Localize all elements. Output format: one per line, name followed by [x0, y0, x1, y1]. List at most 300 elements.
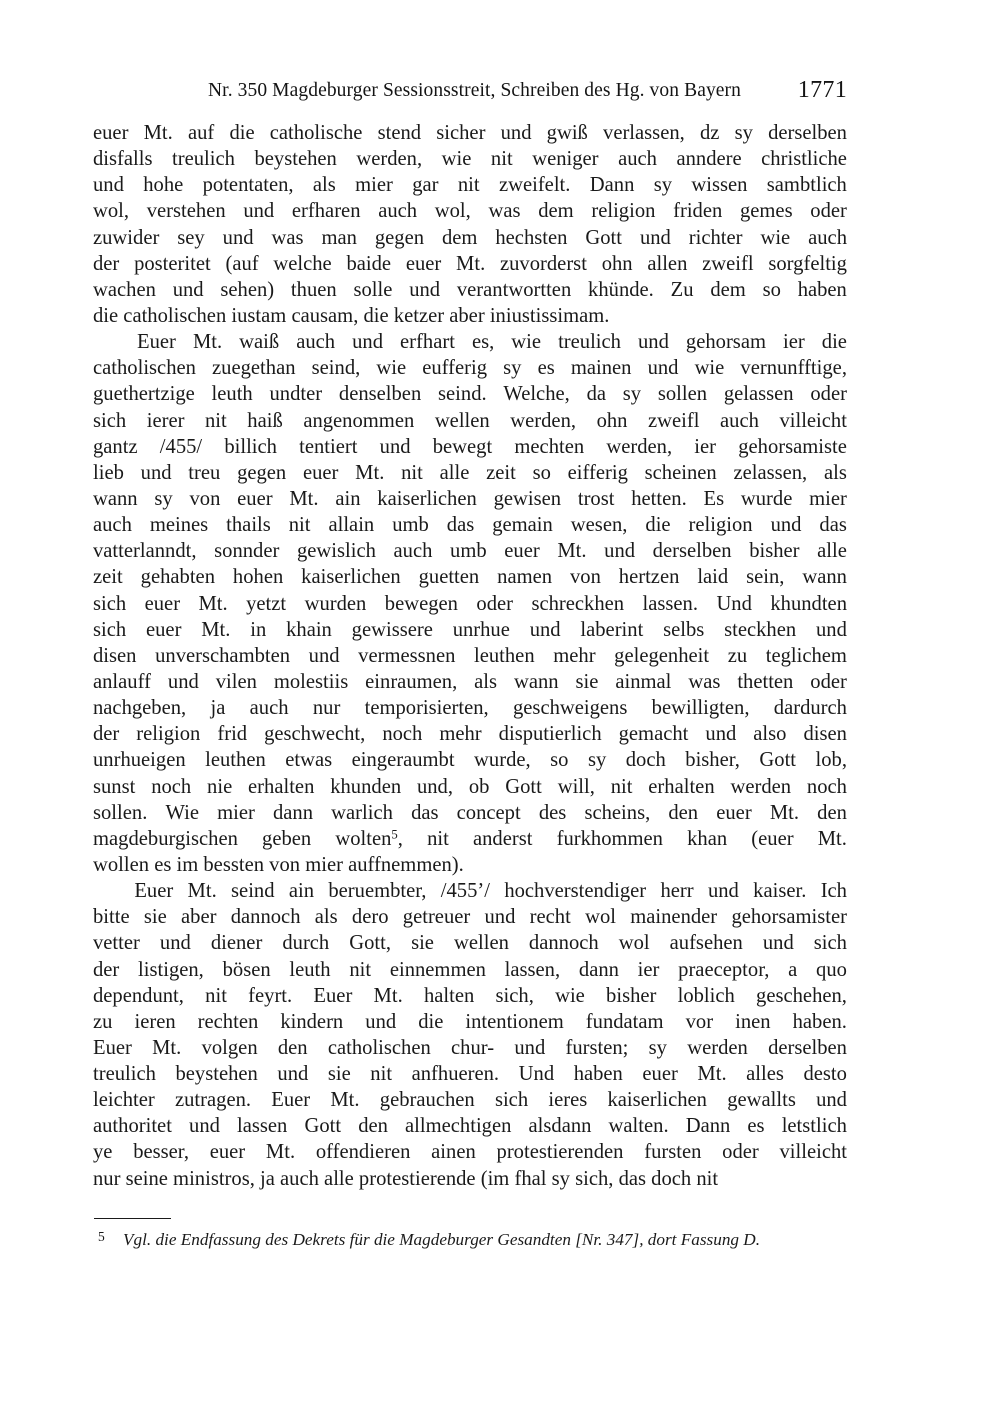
text-word: laid [697, 566, 729, 589]
text-word: intentionem [465, 1010, 564, 1033]
text-word: (auf [225, 252, 259, 275]
text-line [93, 277, 847, 303]
text-word: was [688, 670, 721, 693]
text-line [93, 669, 847, 695]
text-word: Welche, [503, 383, 570, 406]
text-word: lassen, [504, 958, 561, 981]
text-word: Mt. [289, 487, 319, 510]
text-word: namen [497, 566, 553, 589]
text-word: listigen, [138, 958, 204, 981]
text-word: durch [282, 932, 330, 955]
text-word: alles [746, 1063, 784, 1086]
text-line [93, 1009, 847, 1035]
text-word: euer [642, 1063, 678, 1086]
text-word: Euer [271, 1089, 311, 1112]
text-word: gewallts [727, 1089, 796, 1112]
text-word: Gott, [349, 932, 392, 955]
text-word: Mt. [152, 1036, 182, 1059]
text-line [93, 774, 847, 800]
text-word: vetter [93, 932, 140, 955]
text-word: dann [273, 801, 314, 824]
text-word: alle [439, 461, 470, 484]
text-word: Mt. [198, 592, 228, 615]
text-word: der [93, 252, 120, 275]
text-word: baide [346, 252, 392, 275]
text-word: vernunfftige, [740, 357, 847, 380]
text-word: die [418, 1010, 444, 1033]
text-word: werden [730, 775, 792, 798]
text-word: posteritet [134, 252, 211, 275]
text-word: sie [327, 1063, 351, 1086]
text-word: gantz [93, 435, 138, 458]
text-word: anlauff [93, 670, 151, 693]
text-line [93, 225, 847, 251]
text-word: dz [699, 122, 720, 144]
text-word: wurde, [474, 749, 531, 772]
text-word: Euer [93, 1036, 132, 1059]
text-word: Und [518, 1063, 555, 1086]
text-word: den [277, 1036, 308, 1059]
text-word: halten [423, 984, 475, 1007]
text-word: feyrt. [248, 984, 293, 1007]
text-word: sambtlich [766, 174, 847, 197]
text-word: gebrauchen [379, 1089, 475, 1112]
text-line [93, 747, 847, 773]
text-word: catholischen [93, 357, 196, 380]
text-word: dannoch [230, 906, 301, 929]
text-word: derselben [652, 540, 732, 563]
text-word: loblich [677, 984, 735, 1007]
text-word: lassen [237, 1115, 288, 1138]
text-word: wann [513, 670, 559, 693]
text-word: vatterlanndt, [93, 540, 197, 563]
text-word: gewisen [493, 487, 562, 510]
footnote-reference[interactable]: 5 [391, 827, 398, 842]
text-word: hohen [232, 566, 284, 589]
text-line [93, 1113, 847, 1139]
text-word: mainender [630, 906, 718, 929]
text-word: sein, [746, 566, 785, 589]
text-word: und [514, 1036, 546, 1059]
text-word: khan [687, 827, 728, 850]
text-word: guethertzige [93, 383, 195, 406]
text-word: lassen. [642, 592, 698, 615]
text-line: die catholischen iustam causam, die ketzer aber iniustissimam. [93, 304, 610, 327]
text-word: euer [504, 540, 540, 563]
text-word: als [823, 461, 847, 484]
text-line [93, 172, 847, 198]
text-word: nit [610, 775, 633, 798]
text-word: nur [312, 697, 341, 720]
text-word: wie [376, 357, 407, 380]
text-word: schreckhen [531, 592, 625, 615]
text-word: sey [177, 226, 205, 249]
text-word: quo [816, 958, 847, 981]
text-word: geben [262, 827, 312, 850]
text-word: weniger [532, 148, 599, 171]
text-word: fursten [644, 1141, 702, 1164]
text-word: und [277, 1063, 309, 1086]
text-word: nit [457, 174, 480, 197]
text-word: Zu [670, 278, 694, 301]
text-word: thails [226, 514, 271, 537]
text-word: waiß [239, 331, 280, 354]
text-word: sy [503, 357, 522, 380]
text-word: die [229, 122, 255, 144]
text-word: villeicht [779, 1141, 847, 1164]
text-word: Gott [304, 1115, 342, 1138]
text-word: haiß [247, 409, 283, 432]
text-word: so [550, 749, 569, 772]
text-word: euer [144, 592, 181, 615]
text-word: nit [401, 461, 423, 484]
text-word: trost [577, 487, 615, 510]
text-word: Mt. [769, 801, 800, 824]
text-line [93, 460, 847, 486]
text-word: Dann [589, 174, 635, 197]
text-word: ainmal [615, 670, 672, 693]
text-word: oder [810, 383, 847, 406]
text-word: scheinen [644, 461, 717, 484]
text-word: fursten; [565, 1036, 629, 1059]
text-word: dardurch [773, 697, 847, 720]
text-word: leuth [289, 958, 331, 981]
text-word: Gott [505, 775, 542, 798]
text-word: meines [149, 514, 209, 537]
text-word: khundten [770, 592, 847, 615]
text-word: ain [288, 880, 315, 903]
text-word: dem [441, 226, 478, 249]
text-word: furkhommen [556, 827, 663, 850]
paragraph-3 [93, 878, 847, 1192]
text-word: sich [494, 1089, 529, 1112]
text-word: Mt. [373, 984, 403, 1007]
text-word: Wie [165, 801, 199, 824]
text-word: zweifl [702, 252, 754, 275]
text-word: sich [813, 932, 847, 955]
text-word: und [647, 357, 679, 380]
text-word: sy [587, 749, 607, 772]
text-word: gehorsamiste [738, 435, 847, 458]
text-word: denselben [338, 383, 422, 406]
text-word: noch [151, 775, 192, 798]
text-word: sy [648, 1036, 667, 1059]
text-word: bewilligten, [651, 697, 750, 720]
text-word: (euer [751, 827, 794, 850]
text-word: hochverstendiger [504, 880, 647, 903]
text-word: nit [427, 827, 449, 850]
text-word: und [379, 435, 411, 458]
text-word: gehabten [140, 566, 215, 589]
text-word: zutragen. [174, 1089, 252, 1112]
text-word: wie [694, 357, 725, 380]
text-word: bösen [222, 958, 271, 981]
text-word: wann [802, 566, 847, 589]
text-word: unrhueigen [93, 749, 186, 772]
text-word: nit [288, 514, 311, 537]
text-word: aufsehen [669, 932, 743, 955]
text-word: wolten$^5$, [335, 827, 403, 850]
text-word: catholische [269, 122, 363, 144]
text-word: euer [237, 487, 273, 510]
text-word: khunden [330, 775, 402, 798]
text-word: seind, [311, 357, 361, 380]
text-line [93, 800, 847, 826]
text-word: nit [205, 409, 227, 432]
text-line [93, 146, 847, 172]
text-word: friden [673, 200, 723, 223]
text-word: tentiert [299, 435, 358, 458]
text-word: zweifl [648, 409, 700, 432]
text-word: oder [810, 670, 847, 693]
text-word: sich, [495, 984, 534, 1007]
text-word: sich [93, 618, 127, 641]
text-word: Mt. [201, 618, 231, 641]
text-line [93, 826, 847, 852]
text-word: treulich [172, 148, 235, 171]
text-line [93, 930, 847, 956]
text-word: das [411, 801, 439, 824]
text-word: ier [637, 958, 660, 981]
text-word: und [365, 1010, 397, 1033]
text-word: Mt. [817, 827, 847, 850]
text-word: so [762, 278, 781, 301]
text-word: und [222, 226, 254, 249]
text-word: es [537, 357, 555, 380]
text-word: verstehen [146, 200, 226, 223]
text-word: den [358, 1115, 388, 1138]
text-word: authoritet [93, 1115, 172, 1138]
text-word: der [93, 958, 120, 981]
text-word: und [308, 644, 340, 667]
text-word: wissen [691, 174, 748, 197]
text-word: frid [217, 723, 248, 746]
text-word: desto [803, 1063, 847, 1086]
text-word: thuen [290, 278, 337, 301]
text-line [93, 538, 847, 564]
text-word: derselben [768, 122, 847, 144]
text-word: gewissere [351, 618, 433, 641]
text-word: den [817, 801, 847, 824]
text-word: warlich [331, 801, 393, 824]
text-word: besser, [133, 1141, 189, 1164]
footnote-item [93, 1229, 847, 1251]
text-word: kindern [280, 1010, 344, 1033]
text-line [93, 355, 847, 381]
text-word: dependunt, [93, 984, 184, 1007]
text-word: bisher, [685, 749, 740, 772]
text-word: vermessnen [358, 644, 456, 667]
text-word: auch [618, 148, 657, 171]
text-word: bewegt [432, 435, 493, 458]
text-word: angenommen [303, 409, 415, 432]
text-word: lob, [815, 749, 847, 772]
text-word: alsdann [528, 1115, 592, 1138]
text-word: auch [296, 331, 336, 354]
text-word: sie [411, 932, 434, 955]
text-word: werden, [356, 148, 423, 171]
text-word: gar [412, 174, 439, 197]
text-word: nit [490, 148, 513, 171]
text-word: solle [353, 278, 393, 301]
text-line [93, 957, 847, 983]
text-word: gemacht [618, 723, 689, 746]
text-word: mier [355, 174, 393, 197]
text-word: stend [377, 122, 422, 144]
text-word: mehr [553, 644, 596, 667]
text-word: catholischen [327, 1036, 431, 1059]
text-word: sie [575, 670, 599, 693]
text-word: man [321, 226, 357, 249]
text-word: beruembter, [328, 880, 427, 903]
text-word: a [788, 958, 798, 981]
text-word: sonnder [214, 540, 280, 563]
text-word: sy [734, 122, 753, 144]
text-word: und [140, 461, 172, 484]
text-word: gelassen [723, 383, 794, 406]
paragraph-indent [93, 878, 120, 904]
text-word: leuthen [474, 644, 535, 667]
text-word: zu [93, 1010, 113, 1033]
text-word: seind. [438, 383, 487, 406]
text-word: unverschambten [155, 644, 291, 667]
text-word: derselben [768, 1036, 847, 1059]
text-word: ieres [548, 1089, 588, 1112]
text-word: potentaten, [202, 174, 294, 197]
text-word: und [243, 200, 275, 223]
text-word: seind [231, 880, 275, 903]
page-number: 1771 [797, 77, 847, 103]
text-word: die [821, 331, 847, 354]
text-word: geschehen, [756, 984, 847, 1007]
paragraph-indent [93, 329, 120, 355]
text-line [93, 643, 847, 669]
text-word: und [352, 331, 384, 354]
text-word: scheins, [584, 801, 651, 824]
text-line: nur seine ministros, ja auch alle protestierende (im fhal sy sich, das doch nit [93, 1167, 719, 1190]
text-word: mechten [514, 435, 585, 458]
text-word: sicher [436, 122, 486, 144]
footnote-text: Vgl. die Endfassung des Dekrets für die Magdeburger Gesandten [Nr. 347], dort Fassung D. [123, 1230, 761, 1250]
text-word: Es [703, 487, 725, 510]
text-word: religion [591, 200, 656, 223]
text-word: gwiß [546, 122, 588, 144]
text-word: eufferig [422, 357, 488, 380]
text-word: getreuer [402, 906, 471, 929]
text-word: Mt. [557, 540, 587, 563]
text-word: wie [441, 148, 472, 171]
text-word: Mt. [265, 1141, 296, 1164]
text-word: ier [783, 331, 805, 354]
text-word: dem [538, 200, 574, 223]
running-header [93, 77, 847, 110]
text-word: auch [93, 514, 132, 537]
text-word: sie [143, 906, 167, 929]
text-word: steckhen [724, 618, 797, 641]
text-word: und [604, 540, 636, 563]
text-word: alle [817, 540, 847, 563]
text-word: sich [93, 592, 127, 615]
text-word: herr [660, 880, 694, 903]
text-word: hohe [143, 174, 184, 197]
text-word: von [189, 487, 221, 510]
text-word: ieren [134, 1010, 176, 1033]
text-word: religion [136, 723, 201, 746]
text-word: eingeraumbt [351, 749, 455, 772]
text-word: zeit [486, 461, 516, 484]
text-word: Mt. [456, 252, 486, 275]
text-word: gegen [237, 461, 287, 484]
text-word: will, [557, 775, 595, 798]
paragraph-2 [93, 329, 847, 878]
text-word: molestiis [273, 670, 349, 693]
text-word: geschweigens [513, 697, 628, 720]
text-word: Gott [759, 749, 797, 772]
text-line [93, 120, 847, 146]
text-word: bewegen [384, 592, 458, 615]
text-word: auch [249, 697, 289, 720]
text-word: recht [529, 906, 571, 929]
text-word: so [532, 461, 551, 484]
text-word: anfhueren. [411, 1063, 500, 1086]
text-word: auf [187, 122, 215, 144]
text-word: euer [405, 252, 442, 275]
text-word: verlassen, [603, 122, 685, 144]
text-word: umb [450, 540, 487, 563]
text-word: mier [217, 801, 255, 824]
text-word: aber [181, 906, 217, 929]
text-word: guetten [418, 566, 480, 589]
text-word: das [446, 514, 475, 537]
text-word: hechsten [495, 226, 568, 249]
text-word: das [819, 514, 847, 537]
text-word: disen [93, 644, 137, 667]
text-word: und [638, 331, 669, 354]
text-word: ob [468, 775, 490, 798]
text-word: wurde [740, 487, 793, 510]
text-word: offendieren [315, 1141, 411, 1164]
text-word: gehorsamister [731, 906, 847, 929]
text-word: undter [269, 383, 323, 406]
text-word: nit [205, 984, 227, 1007]
text-word: und [172, 278, 204, 301]
text-word: von [569, 566, 601, 589]
text-line [93, 512, 847, 538]
text-word: wie [511, 331, 542, 354]
text-word: und [707, 880, 739, 903]
text-word: erhalten [248, 775, 315, 798]
text-word: auch [720, 409, 759, 432]
text-word: laberint [580, 618, 644, 641]
paragraph-1 [93, 120, 847, 329]
text-word: des [538, 801, 567, 824]
text-word: kaiser. [753, 880, 807, 903]
text-word: etwas [285, 749, 333, 772]
text-word: ja [210, 697, 226, 720]
text-word: und, [416, 775, 453, 798]
text-word: was [271, 226, 304, 249]
text-word: disfalls [93, 148, 153, 171]
text-word: unrhue [452, 618, 510, 641]
text-word: leuth [211, 383, 253, 406]
text-word: leuthen [205, 749, 266, 772]
text-word: gemain [492, 514, 553, 537]
text-word: werden [687, 1036, 748, 1059]
text-word: wesen, [570, 514, 628, 537]
text-word: euer [302, 461, 339, 484]
text-word: und [409, 278, 441, 301]
text-word: eifferig [567, 461, 628, 484]
